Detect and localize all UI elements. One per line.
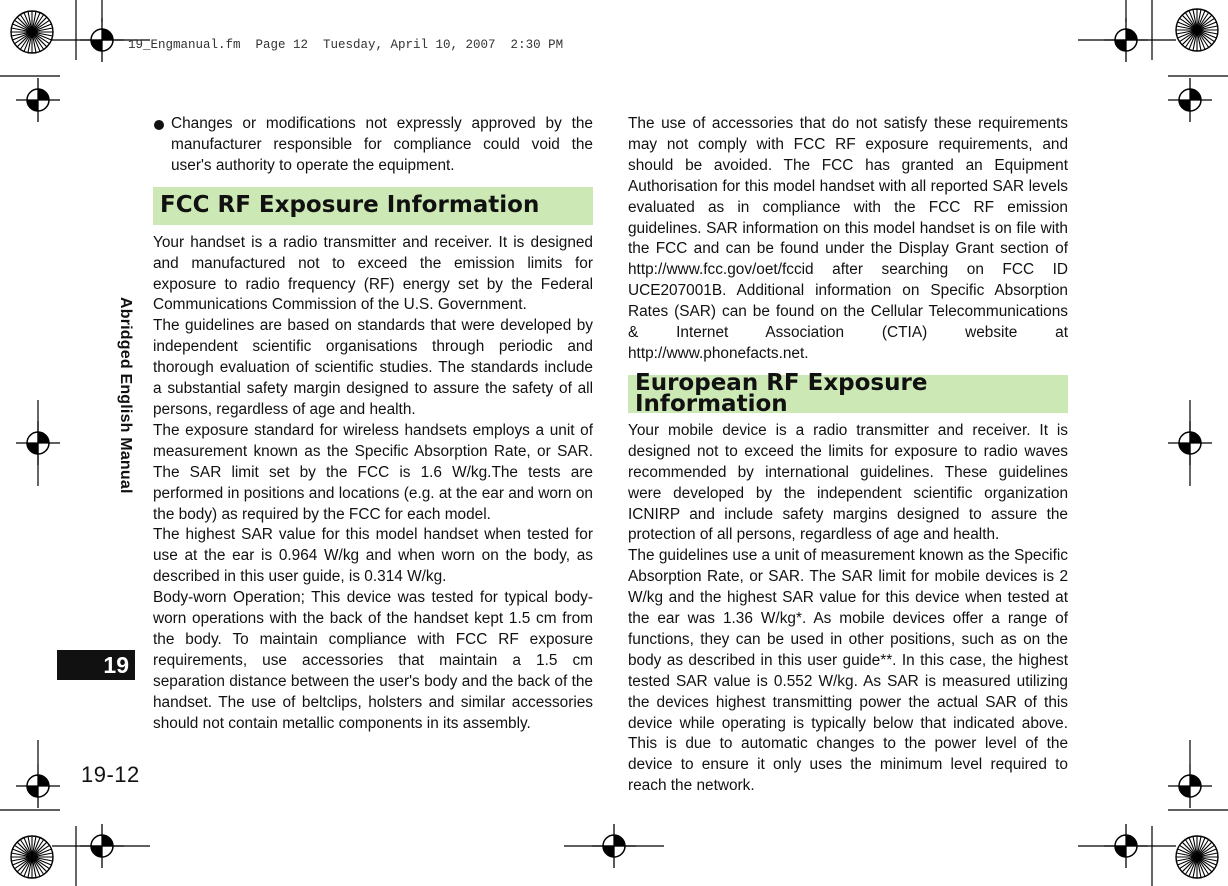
fcc-paragraph: The exposure standard for wireless handsets employs a unit of measurement known as the Specific Absorption Rate, or SAR. The SAR limit set by the FCC is 1.6 W/kg.The tests are performed in positions and locations (e.g. at the ear and worn on the body) as required by the FCC for each model.: [153, 421, 593, 523]
european-paragraph: The guidelines use a unit of measurement known as the Specific Absorption Rate, or SAR. The SAR limit for mobile devices is 2 W/kg and the highest SAR value for this device when tested at the ear was 1.36 W/kg*. As mobile devices offer a range of functions, they can be used in other positions, such as on the body as described in this user guide**. In this case, the highest tested SAR value is 0.552 W/kg. As SAR is measured utilizing the devices highest transmitting power the actual SAR of this device while operating is typically below that indicated above. This is due to automatic changes to the power level of the device to ensure it only uses the minimum level required to reach the network.: [628, 547, 1068, 795]
bullet-icon: [154, 120, 164, 130]
fcc-paragraph: The highest SAR value for this model handset when tested for use at the ear is 0.964 W/kg and when worn on the body, as described in this user guide, is 0.314 W/kg.: [153, 526, 593, 586]
fcc-continued-paragraph: The use of accessories that do not satisfy these requirements may not comply with FCC RF exposure requirements, and should be avoided. The FCC has granted an Equipment Authorisation for this model handset with all reported SAR levels evaluated as in compliance with the FCC RF emission guidelines. SAR information on this model handset is on file with the FCC and can be found under the Display Grant section of http://www.fcc.gov/oet/fccid after searching on FCC ID UCE207001B. Additional information on Specific Absorption Rates (SAR) can be found on the Cellular Telecommunications & Internet Association (CTIA) website at http://www.phonefacts.net.: [628, 115, 1068, 362]
right-column: [628, 114, 1068, 797]
fcc-paragraph: The guidelines are based on standards that were developed by independent scientific organisations through periodic and thorough evaluation of scientific studies. The standards include a substantial safety margin designed to assure the safety of all persons, regardless of age and health.: [153, 317, 593, 418]
fcc-paragraph: Body-worn Operation; This device was tested for typical body-worn operations with the back of the handset kept 1.5 cm from the body. To maintain compliance with FCC RF exposure requirements, use accessories that maintain a 1.5 cm separation distance between the user's body and the back of the handset. The use of beltclips, holsters and similar accessories should not contain metallic components in its assembly.: [153, 589, 593, 732]
bullet-text: Changes or modifications not expressly approved by the manufacturer responsible for compliance could void the user's authority to operate the equipment.: [171, 115, 593, 174]
bullet-item: [153, 114, 593, 177]
left-column: [153, 114, 593, 734]
chapter-number-box: [57, 650, 135, 680]
print-header-line: 19_Engmanual.fm Page 12 Tuesday, April 10, 2007 2:30 PM: [128, 38, 564, 52]
chapter-side-tab: [115, 142, 135, 648]
european-section-title: European RF Exposure Information: [635, 369, 928, 417]
fcc-section-title: FCC RF Exposure Information: [160, 192, 540, 219]
chapter-number: 19: [103, 651, 129, 678]
page-number: 19-12: [81, 762, 140, 787]
european-paragraph: Your mobile device is a radio transmitter and receiver. It is designed not to exceed the limits for exposure to radio waves recommended by international guidelines. These guidelines were developed by the independent scientific organization ICNIRP and include safety margins designed to assure the protection of all persons, regardless of age and health.: [628, 421, 1068, 544]
fcc-section-header: [153, 187, 593, 225]
chapter-title: Abridged English Manual: [117, 296, 134, 494]
fcc-paragraph: Your handset is a radio transmitter and receiver. It is designed and manufactured not to exceed the emission limits for exposure to radio frequency (RF) energy set by the Federal Communications Commission of the U.S. Government.: [153, 233, 593, 314]
european-section-header: [628, 369, 1068, 417]
